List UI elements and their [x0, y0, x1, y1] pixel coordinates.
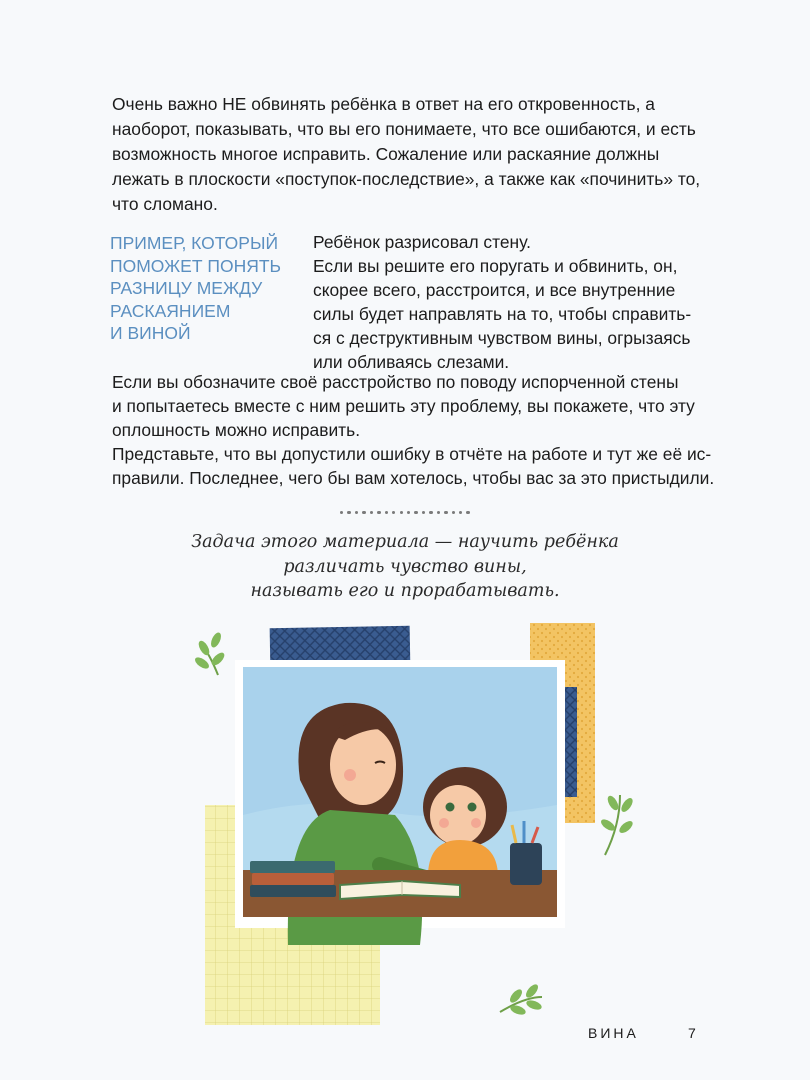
continuation-line: и попытаетесь вместе с ним решить эту проблему, вы покажете, что эту — [112, 396, 695, 416]
continuation-line: оплошность можно исправить. — [112, 420, 361, 440]
continuation-line: Если вы обозначите своё расстройство по поводу испорченной стены — [112, 372, 679, 392]
quote-line: различать чувство вины, — [283, 556, 527, 577]
continuation-line: Представьте, что вы допустили ошибку в отчёте на работе и тут же её ис- — [112, 444, 712, 464]
intro-paragraph: Очень важно НЕ обвинять ребёнка в ответ на его откровенность, а наоборот, показывать, что вы его понимаете, что все ошибаются, и есть возможность многое исправить. Сожаление или раскаяние должны лежать в плоскости «поступок-последствие», а также как «починить» то, что сломано. — [112, 94, 701, 214]
example-heading-line: ПОМОЖЕТ ПОНЯТЬ — [110, 255, 282, 276]
pull-quote — [150, 530, 660, 604]
leaf-sprig-top-left — [193, 631, 226, 675]
mother-daughter-illustration — [180, 615, 650, 1035]
example-heading-line: РАСКАЯНИЕМ — [110, 300, 231, 321]
example-line: или обливаясь слезами. — [313, 352, 510, 372]
example-line: Ребёнок разрисовал стену. — [313, 232, 531, 252]
example-line: скорее всего, расстроится, и все внутренние — [313, 280, 676, 300]
example-line: ся с деструктивным чувством вины, огрызаясь — [313, 328, 691, 348]
example-line: Если вы решите его поругать и обвинить, он, — [313, 256, 678, 276]
chapter-title: ВИНА — [588, 1025, 639, 1041]
page-number: 7 — [688, 1025, 696, 1041]
example-line: силы будет направлять на то, чтобы справить- — [313, 304, 692, 324]
quote-line: Задача этого материала — научить ребёнка — [191, 532, 619, 552]
example-paragraph — [313, 230, 695, 374]
leaf-sprig-bottom — [500, 982, 543, 1016]
example-heading-line: РАЗНИЦУ МЕЖДУ — [110, 278, 263, 298]
leaf-sprig-right — [599, 794, 635, 855]
example-heading-line: ПРИМЕР, КОТОРЫЙ — [110, 233, 279, 253]
example-heading — [110, 232, 300, 345]
quote-line: называть его и прорабатывать. — [250, 581, 560, 601]
example-heading-line: И ВИНОЙ — [110, 323, 191, 343]
continuation-line: правили. Последнее, чего бы вам хотелось, чтобы вас за это пристыдили. — [112, 468, 715, 488]
dotted-divider — [340, 511, 470, 517]
continuation-paragraph — [112, 370, 715, 490]
